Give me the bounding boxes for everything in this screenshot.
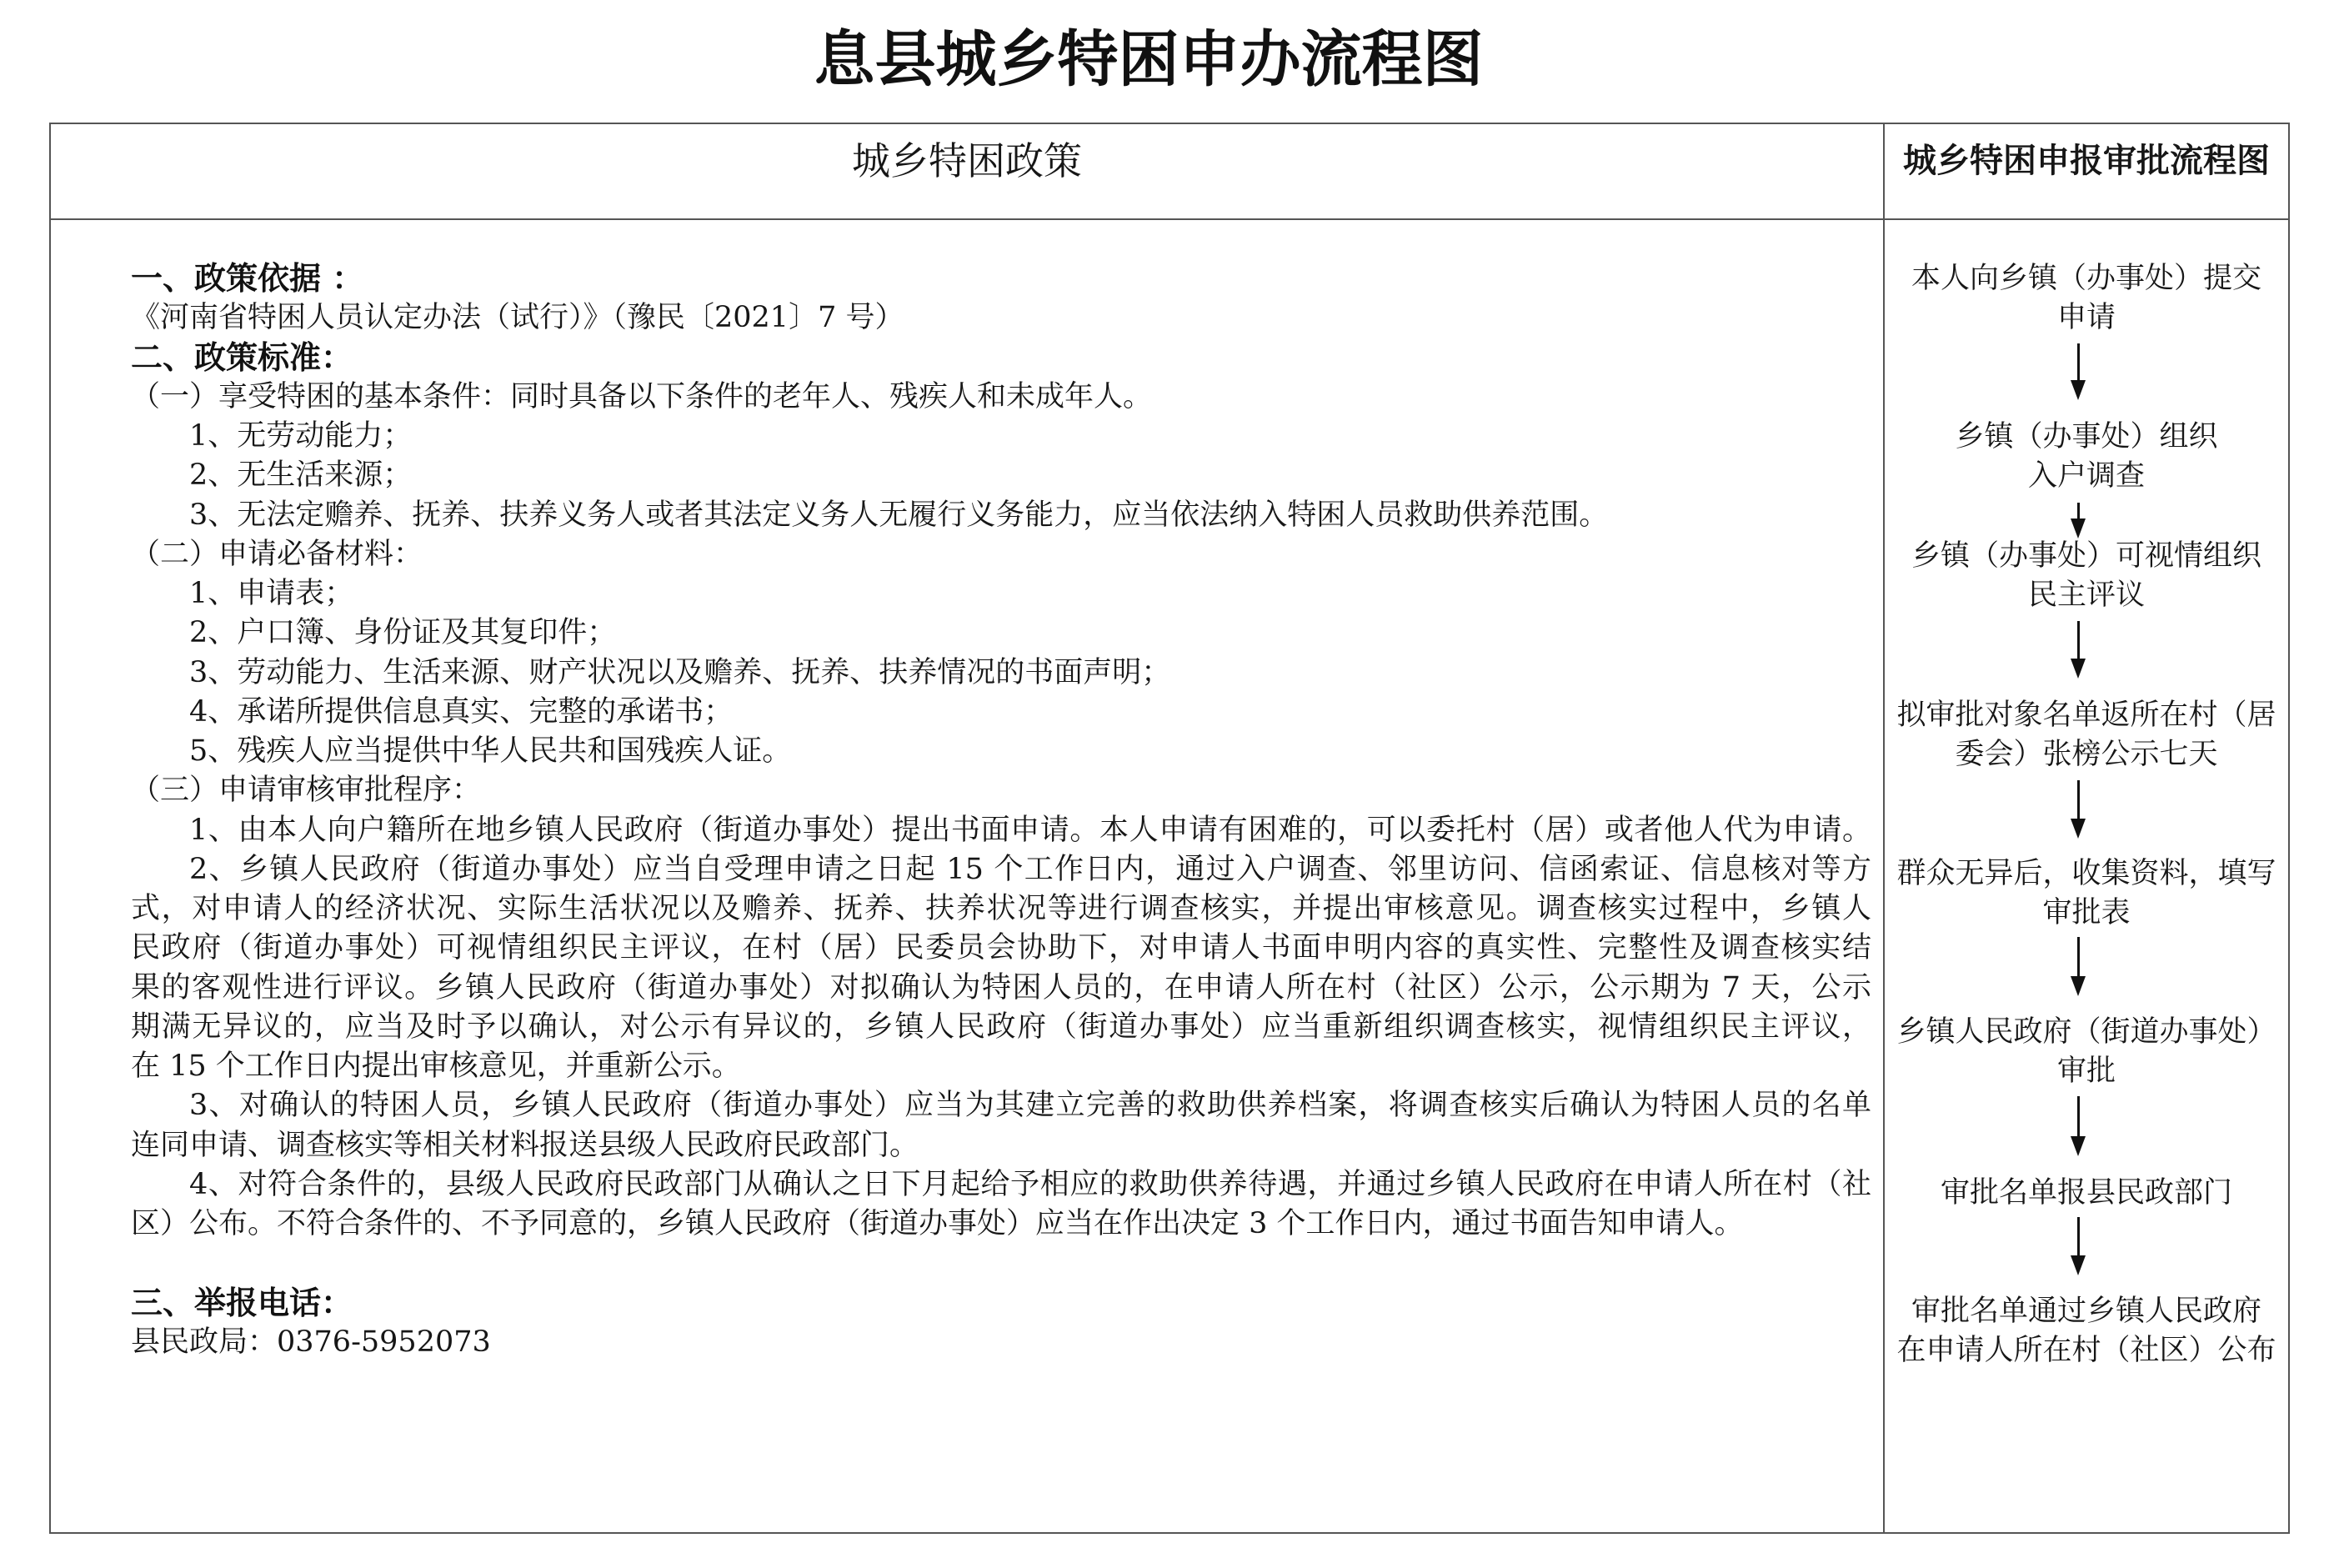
flow-step-line: 本人向乡镇（办事处）提交 [1911,262,2261,295]
flow-step-line: 拟审批对象名单返所在村（居 [1896,699,2276,732]
flow-step-line: 乡镇（办事处）可视情组织 [1911,539,2261,573]
procedure-line: 期满无异议的，应当及时予以确认，对公示有异议的，乡镇人民政府（街道办事处）应当重新组织调查核实，视情组织民主评议， [131,1009,1871,1044]
flow-step-line: 审批表 [2042,896,2131,930]
subsection-title-procedure: （三）申请审核审批程序： [131,774,482,808]
arrow-down-icon [2070,1217,2086,1275]
flow-step-line: 申请 [2056,301,2116,335]
flow-step-line: 民主评议 [2027,579,2145,613]
procedure-line: 连同申请、调查核实等相关材料报送县级人民政府民政部门。 [131,1128,919,1162]
procedure-line: 式，对申请人的经济状况、实际生活状况以及赡养、抚养、扶养状况等进行调查核实，并提出审核意见。调查核实过程中，乡镇人 [131,892,1871,925]
flow-step-line: 群众无异后，收集资料，填写 [1896,857,2276,890]
procedure-line: 1、由本人向户籍所在地乡镇人民政府（街道办事处）提出书面申请。本人申请有困难的，可以委托村（居）或者他人代为申请。 [189,813,1871,847]
arrow-down-icon [2070,621,2086,679]
arrow-down-icon [2070,503,2086,539]
subsection-title-materials: （二）申请必备材料： [131,537,423,571]
flow-step-line: 乡镇人民政府（街道办事处） [1896,1015,2276,1049]
flow-step-line: 乡镇（办事处）组织 [1955,420,2218,453]
flow-step-line: 入户调查 [2027,459,2145,493]
arrow-down-icon [2070,780,2086,839]
procedure-item-3 [131,1086,1871,1165]
section-heading-standards: 二、政策标准： [131,338,353,376]
page-title: 息县城乡特困申办流程图 [814,24,1484,95]
hotline-text: 县民政局：0376-5952073 [131,1325,491,1359]
procedure-item-2 [131,850,1871,1087]
arrow-down-icon [2070,343,2086,400]
procedure-item-4 [131,1165,1871,1245]
flow-step-line: 在申请人所在村（社区）公布 [1896,1334,2276,1368]
arrow-down-icon [2070,937,2086,996]
basis-text: 《河南省特困人员认定办法（试行）》（豫民〔2021〕7 号） [131,301,904,335]
flow-step-1 [1885,259,2288,338]
header-row-divider [49,218,2290,220]
procedure-line: 民政府（街道办事处）可视情组织民主评议，在村（居）民委员会协助下，对申请人书面申明内容的真实性、完整性及调查核实结 [131,931,1871,965]
arrow-down-icon [2070,1096,2086,1156]
flow-step-line: 委会）张榜公示七天 [1955,738,2218,772]
flow-step-4 [1885,696,2288,775]
flow-column-header: 城乡特困申报审批流程图 [1903,141,2270,180]
material-item: 2、户口簿、身份证及其复印件； [189,616,617,650]
material-item: 1、申请表； [189,577,354,610]
flow-step-6 [1885,1013,2288,1092]
condition-item: 2、无生活来源； [189,458,413,493]
flow-step-line: 审批名单报县民政部门 [1940,1176,2232,1210]
material-item: 5、残疾人应当提供中华人民共和国残疾人证。 [189,734,792,768]
material-item: 4、承诺所提供信息真实、完整的承诺书； [189,694,734,729]
section-heading-hotline: 三、举报电话： [131,1284,353,1321]
procedure-line: 区）公布。不符合条件的、不予同意的，乡镇人民政府（街道办事处）应当在作出决定 3 个工作日内，通过书面告知申请人。 [131,1207,1744,1240]
procedure-line: 3、对确认的特困人员，乡镇人民政府（街道办事处）应当为其建立完善的救助供养档案，将调查核实后确认为特困人员的名单 [189,1089,1871,1123]
flow-step-line: 审批 [2056,1055,2116,1089]
flow-step-5 [1885,854,2288,934]
procedure-line: 4、对符合条件的，县级人民政府民政部门从确认之日下月起给予相应的救助供养待遇，并通过乡镇人民政府在申请人所在村（社 [189,1167,1871,1201]
policy-body [131,259,1871,1362]
subsection-title-conditions: （一）享受特困的基本条件：同时具备以下条件的老年人、残疾人和未成年人。 [131,379,1153,413]
flow-step-2 [1885,418,2288,497]
flow-step-3 [1885,537,2288,616]
section-spacer [131,1244,1871,1283]
flow-step-7 [1885,1174,2288,1213]
policy-column-header: 城乡特困政策 [852,138,1082,183]
flow-step-8 [1885,1292,2288,1371]
procedure-line: 在 15 个工作日内提出审核意见，并重新公示。 [131,1050,741,1083]
procedure-item-1 [131,811,1871,850]
material-item: 3、劳动能力、生活来源、财产状况以及赡养、抚养、扶养情况的书面声明； [189,655,1171,689]
procedure-line: 2、乡镇人民政府（街道办事处）应当自受理申请之日起 15 个工作日内，通过入户调查、邻里访问、信函索证、信息核对等方 [189,852,1871,886]
procedure-line: 果的客观性进行评议。乡镇人民政府（街道办事处）对拟确认为特困人员的，在申请人所在村（社区）公示，公示期为 7 天，公示 [131,970,1871,1004]
condition-item: 3、无法定赡养、抚养、扶养义务人或者其法定义务人无履行义务能力，应当依法纳入特困人员救助供养范围。 [189,498,1609,532]
section-heading-basis: 一、政策依据 ： [131,260,364,297]
condition-item: 1、无劳动能力； [189,419,413,453]
flow-step-line: 审批名单通过乡镇人民政府 [1911,1295,2261,1328]
